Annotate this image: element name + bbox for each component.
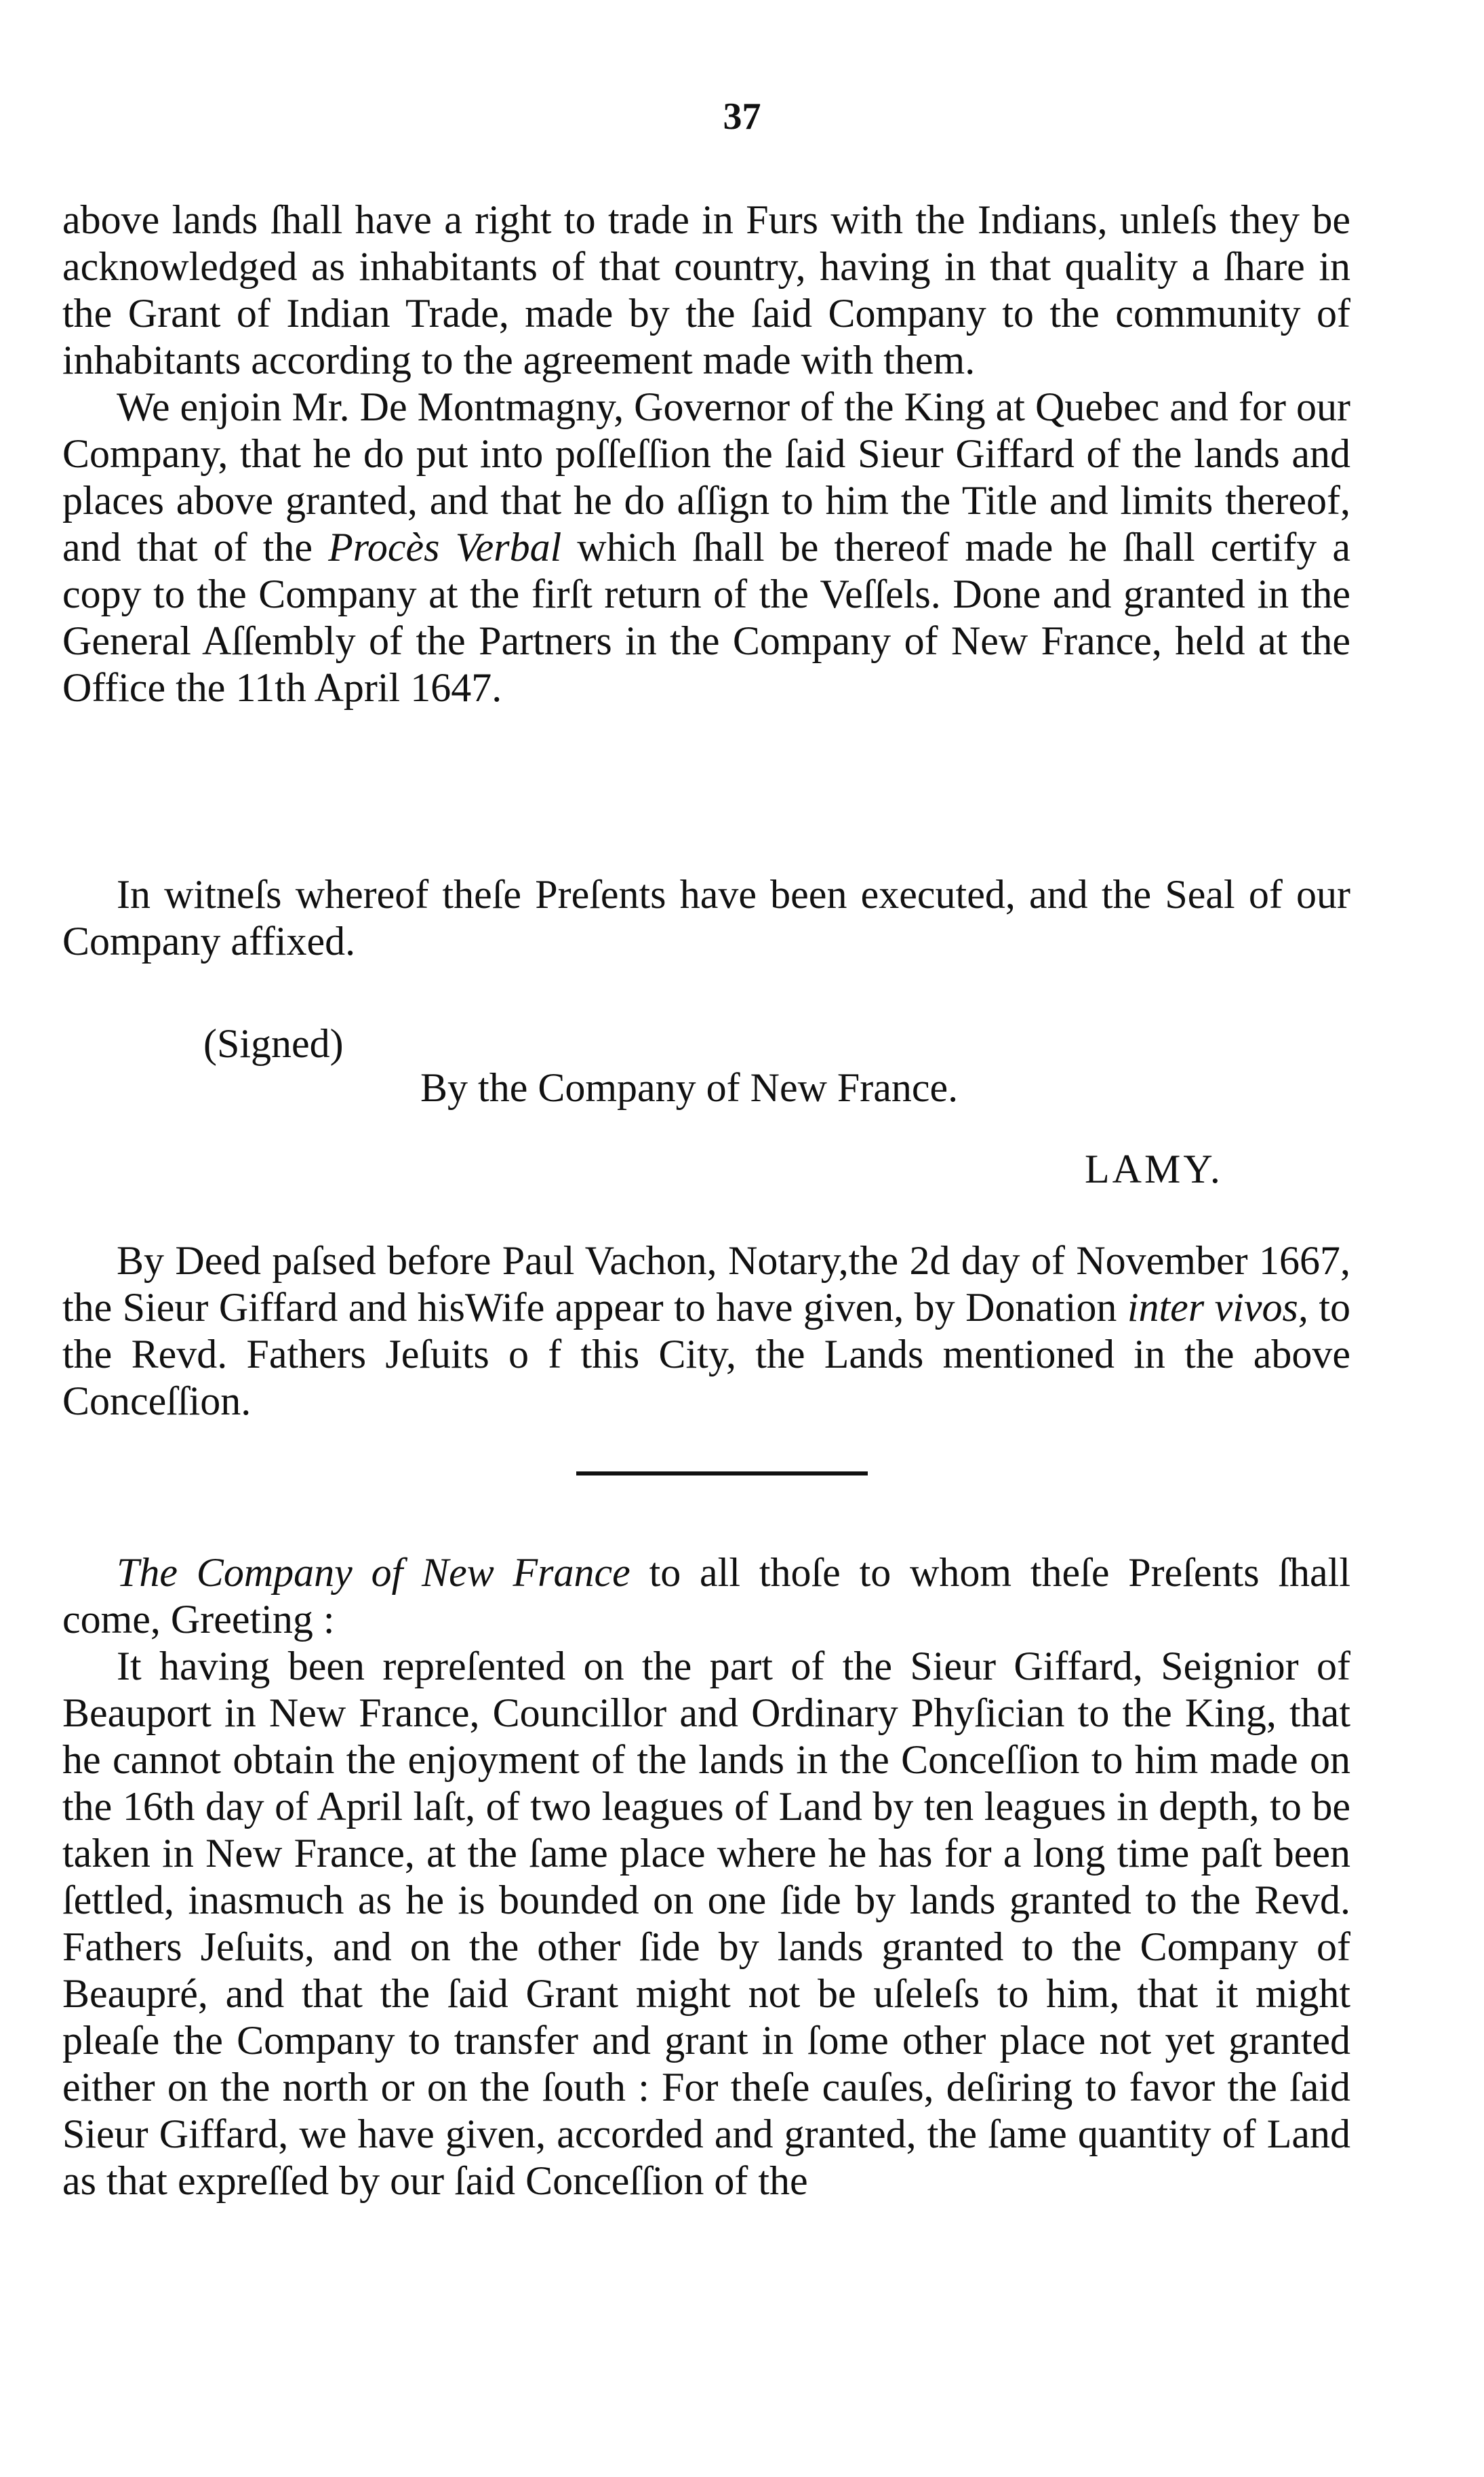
deed-note-text-b: to the Revd. Fathers Jeſuits o f this City, the Lands mentioned in the above Conceſſion.: [62, 1285, 1350, 1423]
grant-heading-text: to all thoſe to whom theſe Preſents ſhall come, Greeting :: [62, 1550, 1350, 1642]
page-number: 37: [723, 96, 761, 138]
paragraph-2: [62, 871, 1350, 965]
paragraph-1-text-b: which ſhall be thereof made he ſhall certify a copy to the Company at the firſt return of the Veſſels. Done and granted in the General Aſſembly of the Partners in the Company of New France, held at the Office the 11th April 1647.: [62, 525, 1350, 710]
paragraph-1-part-2: [62, 384, 1350, 711]
paragraph-1-text-a: We enjoin Mr. De Montmagny, Governor of the King at Quebec and for our Company, that he do put into poſſeſſion the ſaid Sieur Giffard of the lands and places above granted, and that he do aſſign to him the Title and limits thereof, and that of the: [62, 384, 1350, 570]
paragraph-3: [62, 1237, 1350, 1425]
grant-heading-italic: The Company of New France: [117, 1550, 630, 1595]
deed-note: [62, 1237, 1350, 1425]
witness-statement: In witneſs whereof theſe Preſents have been executed, and the Seal of our Company affixed.: [62, 872, 1350, 964]
paragraph-4: [62, 1549, 1350, 2204]
paragraph-1: [62, 197, 1350, 711]
signed-label: (Signed): [203, 1021, 344, 1066]
paragraph-1-italic: Procès Verbal: [328, 525, 562, 570]
paragraph-1-part-1: above lands ſhall have a right to trade in Furs with the Indians, unleſs they be acknowledged as inhabitants of that country, having in that quality a ſhare in the Grant of Indian Trade, made by the ſaid Company to the community of inhabitants according to the agreement made with them.: [62, 197, 1350, 382]
signature-byline: By the Company of New France.: [420, 1065, 959, 1110]
section-divider: [576, 1471, 868, 1475]
signatory-name: LAMY.: [1085, 1147, 1223, 1191]
grant-body: It having been repreſented on the part of the Sieur Giffard, Seignior of Beauport in New France, Councillor and Ordinary Phyſician to the King, that he cannot obtain the enjoyment of the lands in the Conceſſion to him made on the 16th day of April laſt, of two leagues of Land by ten leagues in depth, to be taken in New France, at the ſame place where he has for a long time paſt been ſettled, inasmuch as he is bounded on one ſide by lands granted to the Revd. Fathers Jeſuits, and on the other ſide by lands granted to the Company of Beaupré, and that the ſaid Grant might not be uſeleſs to him, that it might pleaſe the Company to transfer and grant in ſome other place not yet granted either on the north or on the ſouth : For theſe cauſes, deſiring to favor the ſaid Sieur Giffard, we have given, accorded and granted, the ſame quantity of Land as that expreſſed by our ſaid Conceſſion of the: [62, 1644, 1350, 2203]
grant-heading: [62, 1549, 1350, 1643]
deed-note-text-a: By Deed paſsed before Paul Vachon, Notary,the 2d day of November 1667, the Sieur Giffard and hisWife appear to have given, by Donation: [62, 1238, 1350, 1330]
deed-note-italic: inter vivos,: [1127, 1285, 1308, 1330]
